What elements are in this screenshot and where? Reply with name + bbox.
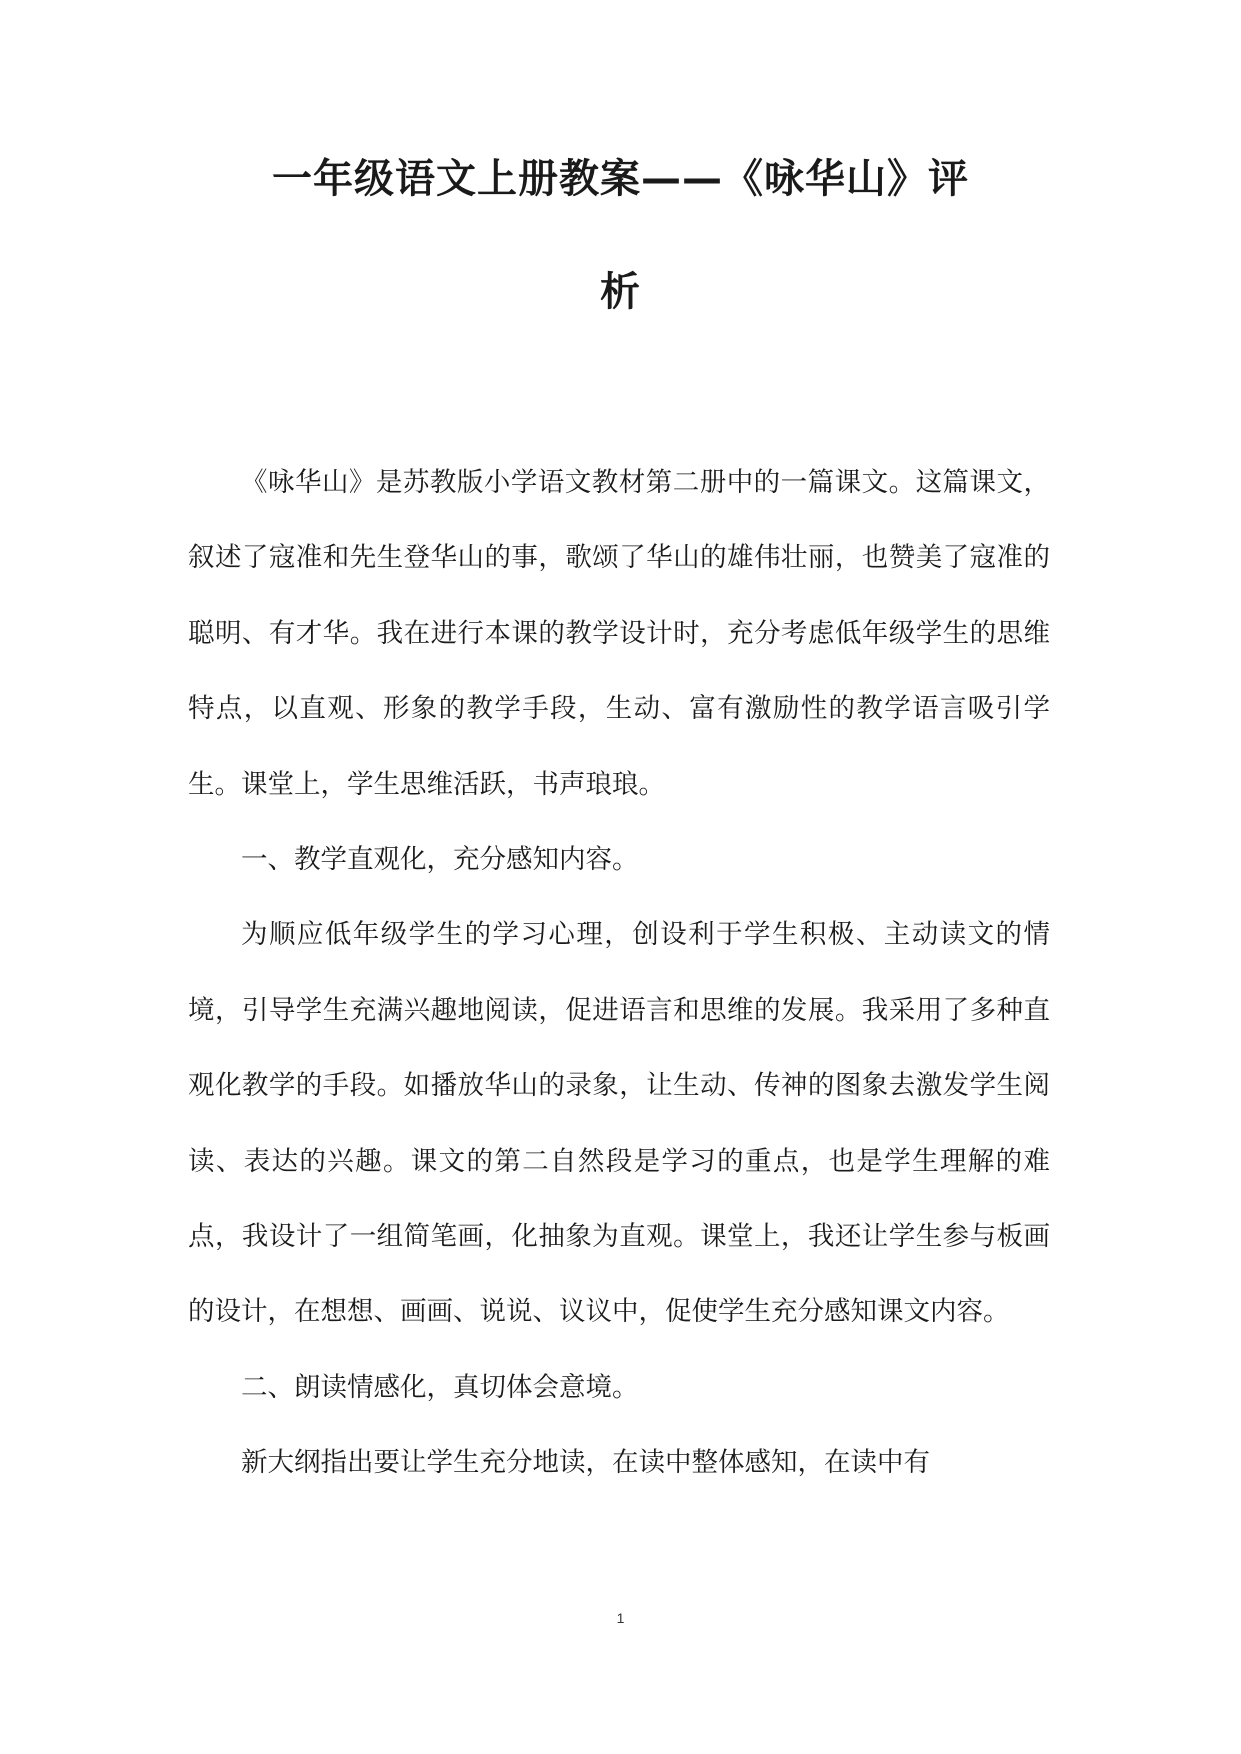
section-heading-1: 一、教学直观化，充分感知内容。 <box>241 844 639 876</box>
document-body <box>188 445 1050 1501</box>
document-title-line-2: 析 <box>600 269 641 315</box>
paragraph-intro: 《咏华山》是苏教版小学语文教材第二册中的一篇课文。这篇课文，叙述了寇准和先生登华山的事，歌颂了华山的雄伟壮丽，也赞美了寇准的聪明、有才华。我在进行本课的教学设计时，充分考虑低年级学生的思维特点，以直观、形象的教学手段，生动、富有激励性的教学语言吸引学生。课堂上，学生思维活跃，书声琅琅。 <box>188 467 1050 800</box>
section-heading-2: 二、朗读情感化，真切体会意境。 <box>241 1371 639 1403</box>
paragraph-section-1: 为顺应低年级学生的学习心理，创设利于学生积极、主动读文的情境，引导学生充满兴趣地阅读，促进语言和思维的发展。我采用了多种直观化教学的手段。如播放华山的录象，让生动、传神的图象去激发学生阅读、表达的兴趣。课文的第二自然段是学习的重点，也是学生理解的难点，我设计了一组简笔画，化抽象为直观。课堂上，我还让学生参与板画的设计，在想想、画画、说说、议议中，促使学生充分感知课文内容。 <box>188 919 1050 1328</box>
page-number: 1 <box>616 1610 625 1626</box>
document-title-line-1: 一年级语文上册教案——《咏华山》评 <box>272 156 969 202</box>
paragraph-section-2: 新大纲指出要让学生充分地读，在读中整体感知，在读中有 <box>241 1447 930 1479</box>
